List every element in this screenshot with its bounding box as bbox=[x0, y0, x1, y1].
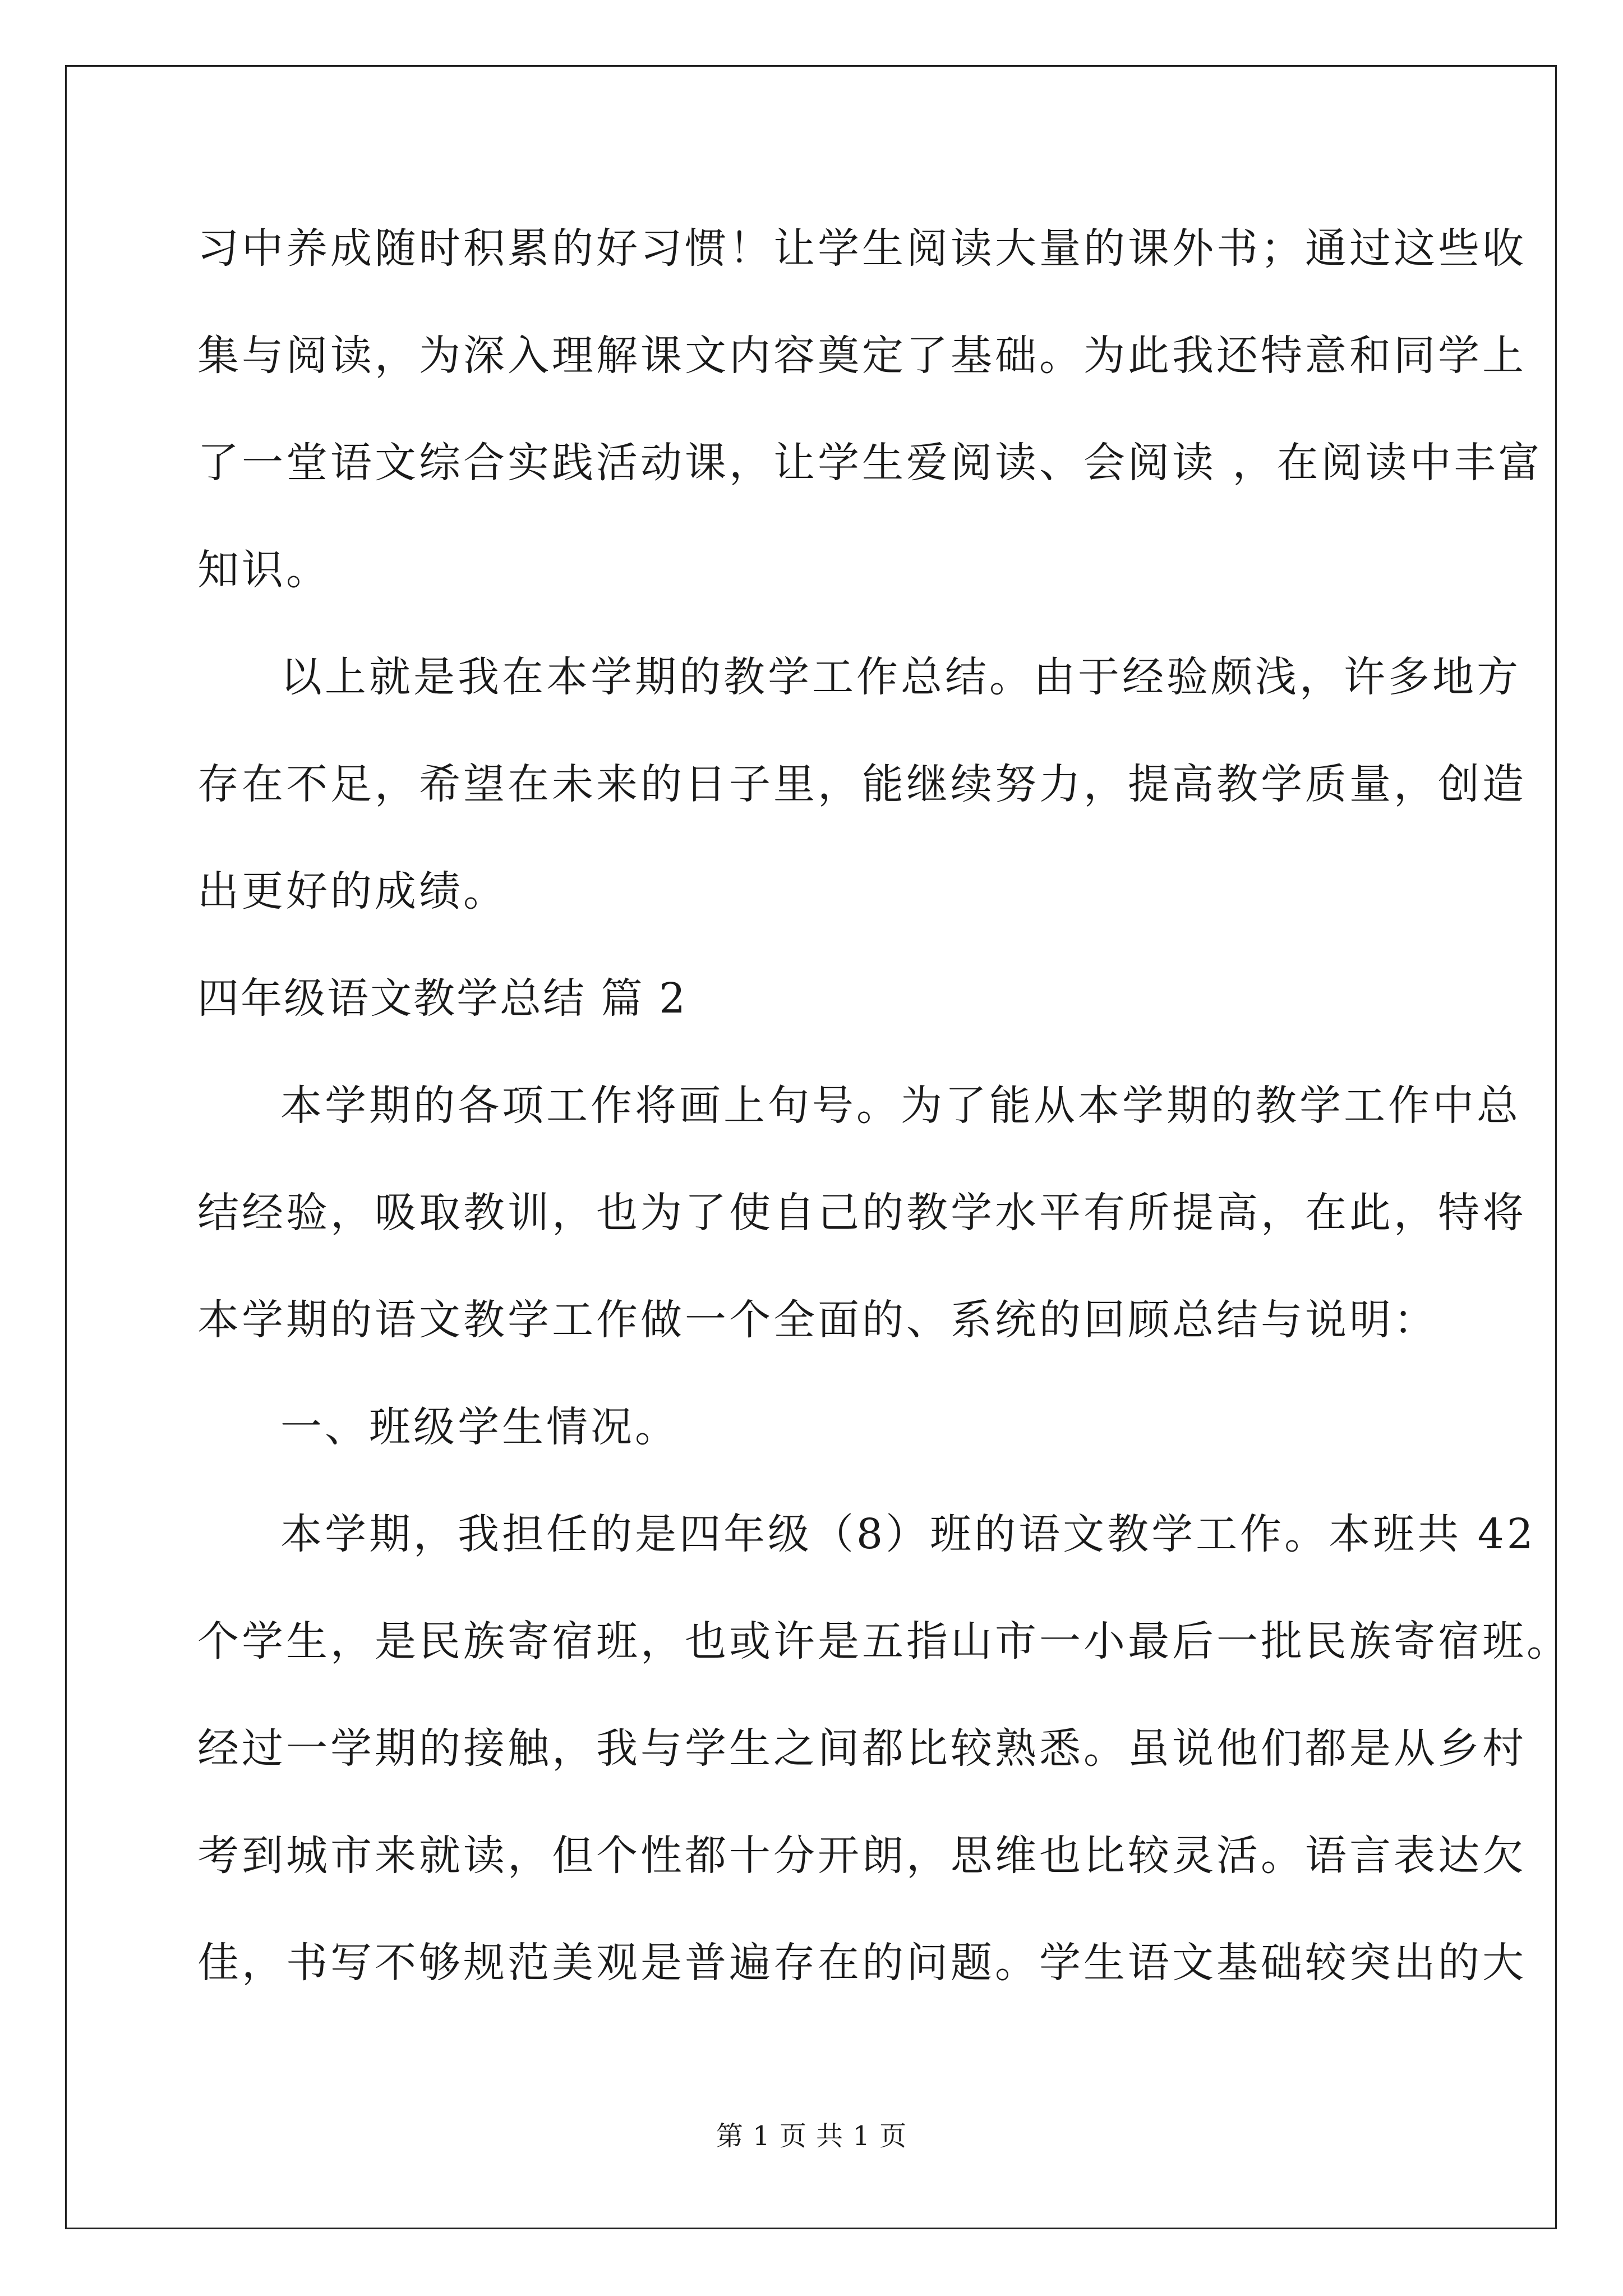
body-line: 集与阅读，为深入理解课文内容奠定了基础。为此我还特意和同学上 bbox=[197, 332, 1527, 380]
subsection-heading: 一、班级学生情况。 bbox=[280, 1403, 679, 1451]
body-line: 本学期的语文教学工作做一个全面的、系统的回顾总结与说明： bbox=[197, 1296, 1438, 1344]
body-line: 考到城市来就读，但个性都十分开朗，思维也比较灵活。语言表达欠 bbox=[197, 1832, 1527, 1880]
document-body bbox=[197, 222, 1571, 2043]
body-line: 习中养成随时积累的好习惯！让学生阅读大量的课外书；通过这些收 bbox=[197, 224, 1527, 273]
body-line: 知识。 bbox=[197, 546, 330, 594]
section-heading: 四年级语文教学总结 篇 2 bbox=[197, 974, 688, 1023]
body-line: 以上就是我在本学期的教学工作总结。由于经验颇浅，许多地方 bbox=[280, 653, 1521, 701]
body-line: 经过一学期的接触，我与学生之间都比较熟悉。虽说他们都是从乡村 bbox=[197, 1724, 1527, 1773]
body-line: 本学期的各项工作将画上句号。为了能从本学期的教学工作中总 bbox=[280, 1082, 1521, 1130]
body-line: 了一堂语文综合实践活动课，让学生爱阅读、会阅读 ，在阅读中丰富 bbox=[197, 439, 1543, 487]
body-line: 存在不足，希望在未来的日子里，能继续努力，提高教学质量，创造 bbox=[197, 760, 1527, 808]
body-line: 本学期，我担任的是四年级（8）班的语文教学工作。本班共 42 bbox=[280, 1510, 1536, 1558]
body-line: 出更好的成绩。 bbox=[197, 867, 508, 915]
body-line: 佳，书写不够规范美观是普遍存在的问题。学生语文基础较突出的大 bbox=[197, 1939, 1527, 1987]
body-line: 个学生，是民族寄宿班，也或许是五指山市一小最后一批民族寄宿班。 bbox=[197, 1617, 1571, 1665]
page-footer: 第 1 页 共 1 页 bbox=[716, 2120, 907, 2152]
body-line: 结经验，吸取教训，也为了使自己的教学水平有所提高，在此，特将 bbox=[197, 1189, 1527, 1237]
